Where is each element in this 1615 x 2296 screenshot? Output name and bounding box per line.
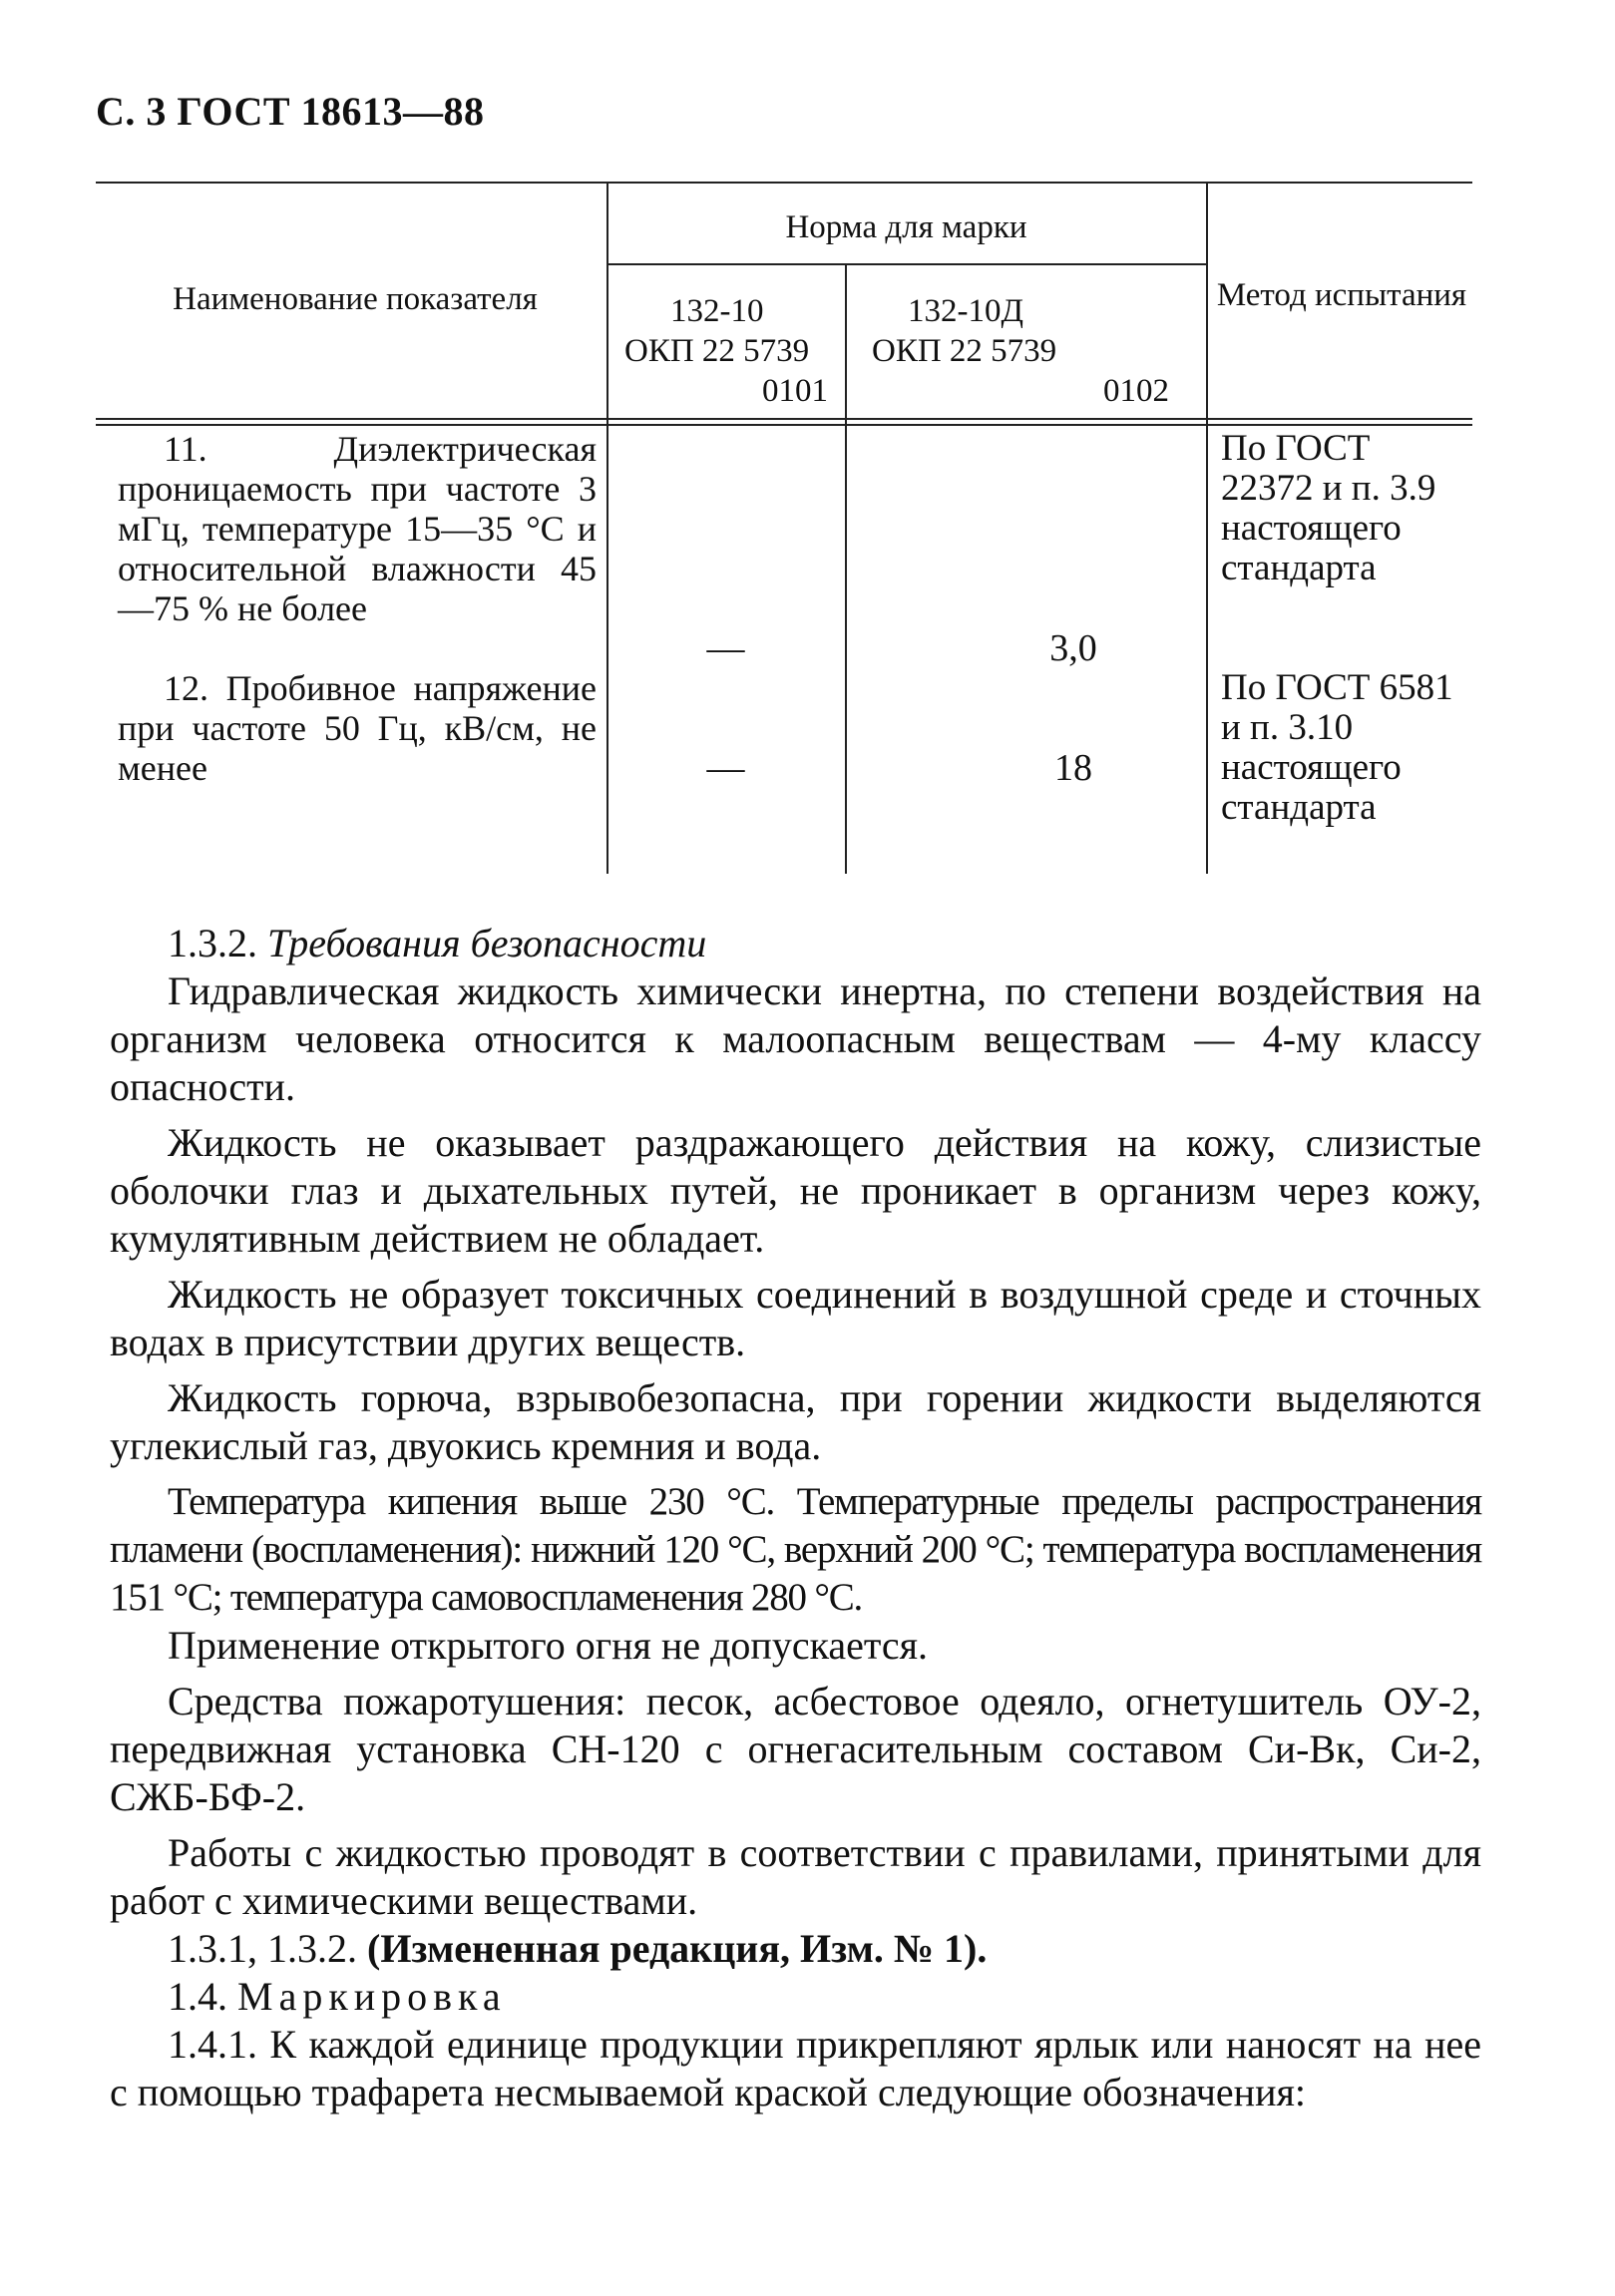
amendment-ref: 1.3.1, 1.3.2. <box>168 1926 357 1971</box>
table-col-divider-2 <box>845 263 847 874</box>
row-11-grade2: 3,0 <box>1049 627 1097 669</box>
row-11-grade1: — <box>706 627 745 669</box>
header-grade1-mark: 132-10 <box>670 293 764 329</box>
paragraph-7: Средства пожаротушения: песок, асбестовое одеяло, огнетушитель ОУ-2, передвижная установка СН-120 с огнегасительным составом Си-Вк, Си-2, СЖБ-БФ-2. <box>110 1679 1481 1819</box>
section-1-4-title: Маркировка <box>237 1974 507 2019</box>
row-12-method: По ГОСТ 6581 и п. 3.10 настоящего стандарта <box>1221 667 1453 828</box>
header-method: Метод испытания <box>1216 277 1467 313</box>
paragraph-3: Жидкость не образует токсичных соединений в воздушной среде и сточных водах в присутствии других веществ. <box>110 1272 1481 1364</box>
section-1-3-2-heading <box>110 920 1481 967</box>
paragraph-6: Применение открытого огня не допускается. <box>168 1623 929 1668</box>
header-grade2 <box>854 291 1203 411</box>
paragraph-2: Жидкость не оказывает раздражающего действия на кожу, слизистые оболочки глаз и дыхательных путей, не проникает в организм через кожу, кумулятивным действием не обладает. <box>110 1120 1481 1261</box>
row-12-grade1: — <box>706 747 745 789</box>
header-grade2-mark: 132-10Д <box>908 293 1023 329</box>
table-top-rule <box>96 182 1472 184</box>
header-grade1-okp: ОКП 22 5739 <box>624 333 810 369</box>
section-1-4-number: 1.4. <box>168 1974 227 2019</box>
table-header-rule <box>96 418 1472 420</box>
table-subheader-rule <box>606 263 1206 265</box>
section-1-3-2-number: 1.3.2. <box>168 921 257 965</box>
paragraph-1: Гидравлическая жидкость химически инертна, по степени воздействия на организм человека относится к малоопасным веществам — 4-му классу опасности. <box>110 968 1481 1109</box>
paragraph-4: Жидкость горюча, взрывобезопасна, при горении жидкости выделяются углекислый газ, двуокись кремния и вода. <box>110 1375 1481 1468</box>
amendment-text: (Измененная редакция, Изм. № 1). <box>367 1926 988 1971</box>
paragraph-5: Температура кипения выше 230 °С. Температурные пределы распространения пламени (воспламенения): нижний 120 °С, верхний 200 °С; температура воспламенения 151 °С; температура самовоспламенения 280 °С. <box>110 1480 1481 1619</box>
page-header: С. 3 ГОСТ 18613—88 <box>96 89 485 134</box>
header-grade2-code: 0102 <box>1103 373 1169 409</box>
body-text <box>110 920 1481 2116</box>
section-1-3-2-title: Требования безопасности <box>267 921 707 965</box>
paragraph-8: Работы с жидкостью проводят в соответствии с правилами, принятыми для работ с химическими веществами. <box>110 1830 1481 1923</box>
amendment-note <box>110 1925 1481 1973</box>
properties-table <box>96 180 1472 878</box>
row-11-method: По ГОСТ 22372 и п. 3.9 настоящего стандарта <box>1221 428 1436 588</box>
header-grade1 <box>614 291 838 411</box>
header-name: Наименование показателя <box>173 281 538 317</box>
table-header-rule-double <box>96 424 1472 426</box>
header-grade1-code: 0101 <box>762 373 828 409</box>
row-12-name: 12. Пробивное напряжение при частоте 50 Гц, кВ/см, не менее <box>118 668 597 788</box>
header-grade2-okp: ОКП 22 5739 <box>872 333 1057 369</box>
section-1-4-heading <box>110 1973 1481 2021</box>
row-11-name: 11. Диэлектрическая проницаемость при частоте 3 мГц, температуре 15—35 °С и относительной влажности 45—75 % не более <box>118 429 597 628</box>
header-norm-group: Норма для марки <box>785 209 1027 245</box>
paragraph-1-4-1: 1.4.1. К каждой единице продукции прикрепляют ярлык или наносят на нее с помощью трафарета несмываемой краской следующие обозначения: <box>110 2022 1481 2114</box>
table-col-divider-3 <box>1206 182 1208 874</box>
row-12-grade2: 18 <box>1054 747 1092 789</box>
